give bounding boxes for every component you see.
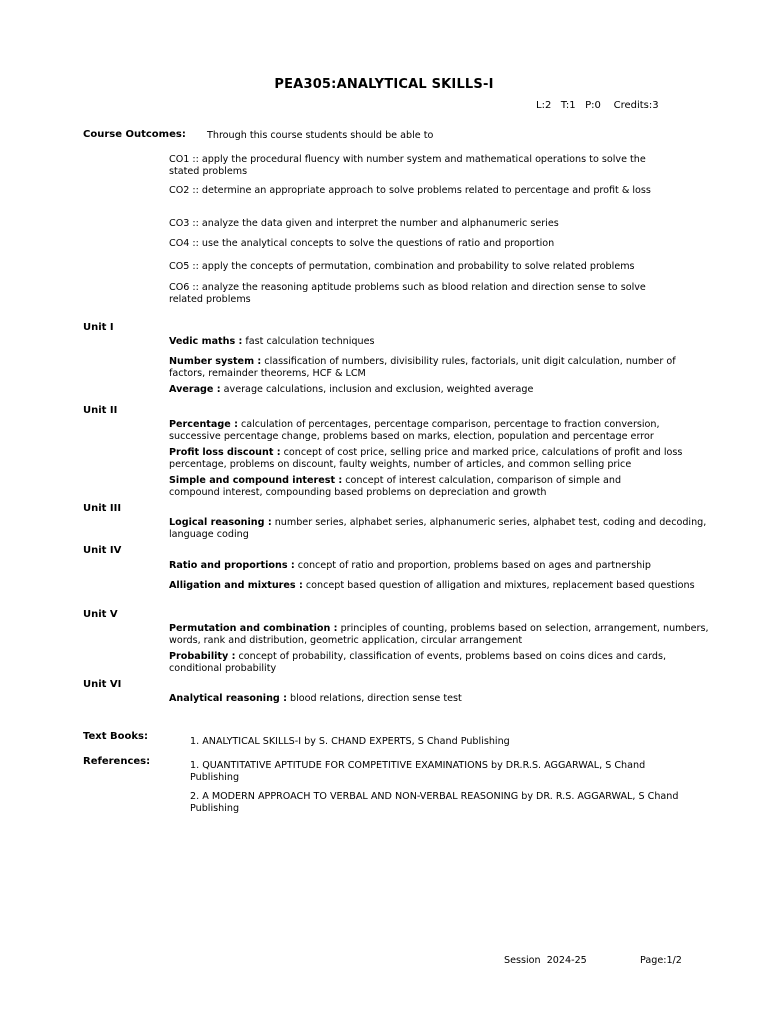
- topic-text: calculation of percentages, percentage comparison, percentage to fraction conversion, successive percentage change, problems based on marks, election, population and percentage error: [169, 419, 660, 442]
- topic-text: number series, alphabet series, alphanumeric series, alphabet test, coding and decoding, language coding: [169, 517, 707, 540]
- co-item-6: CO6 :: analyze the reasoning aptitude problems such as blood relation and direction sense to solve related problems: [169, 282, 646, 305]
- topic-text: concept of interest calculation, comparison of simple and compound interest, compounding based problems on depreciation and growth: [169, 475, 622, 498]
- references-label: References:: [83, 756, 151, 767]
- unit-topic: [169, 384, 709, 396]
- unit-topic: [169, 560, 709, 572]
- unit-topic: [169, 623, 709, 646]
- topic-name: Probability :: [169, 651, 236, 662]
- unit-topic: [169, 517, 709, 540]
- topic-text: concept of probability, classification of events, problems based on coins dices and cards, conditional probability: [169, 651, 667, 674]
- co-item-3: CO3 :: analyze the data given and interpret the number and alphanumeric series: [169, 218, 559, 229]
- unit-topic: [169, 419, 709, 442]
- unit-label: Unit IV: [83, 545, 122, 556]
- topic-name: Percentage :: [169, 419, 238, 430]
- topic-text: fast calculation techniques: [242, 336, 375, 347]
- topic-text: average calculations, inclusion and exclusion, weighted average: [220, 384, 534, 395]
- page-number: Page:1/2: [640, 955, 682, 966]
- unit-label: Unit V: [83, 609, 118, 620]
- topic-name: Ratio and proportions :: [169, 560, 295, 571]
- unit-label: Unit VI: [83, 679, 122, 690]
- topic-name: Analytical reasoning :: [169, 693, 287, 704]
- unit-topic: [169, 447, 709, 470]
- text-book-item: 1. ANALYTICAL SKILLS-I by S. CHAND EXPERTS, S Chand Publishing: [190, 736, 510, 747]
- unit-topic: [169, 336, 709, 348]
- co-item-4: CO4 :: use the analytical concepts to solve the questions of ratio and proportion: [169, 238, 555, 249]
- unit-label: Unit I: [83, 322, 114, 333]
- unit-label: Unit III: [83, 503, 122, 514]
- topic-name: Profit loss discount :: [169, 447, 281, 458]
- course-outcomes-intro: Through this course students should be able to: [207, 130, 434, 141]
- unit-topic: [169, 580, 709, 592]
- topic-name: Logical reasoning :: [169, 517, 272, 528]
- course-title: PEA305:ANALYTICAL SKILLS-I: [274, 77, 494, 92]
- session-label: Session 2024-25: [504, 955, 587, 966]
- topic-text: blood relations, direction sense test: [286, 693, 462, 704]
- topic-name: Alligation and mixtures :: [169, 580, 303, 591]
- topic-text: concept based question of alligation and mixtures, replacement based questions: [302, 580, 695, 591]
- topic-name: Number system :: [169, 356, 262, 367]
- unit-label: Unit II: [83, 405, 118, 416]
- credits-line: L:2 T:1 P:0 Credits:3: [536, 100, 659, 111]
- unit-topic: [169, 475, 669, 498]
- co-item-1: CO1 :: apply the procedural fluency with number system and mathematical operations to solve the stated problems: [169, 154, 646, 177]
- topic-text: concept of cost price, selling price and marked price, calculations of profit and loss percentage, problems on discount, faulty weights, number of articles, and common selling price: [169, 447, 683, 470]
- unit-topic: [169, 651, 709, 674]
- topic-name: Vedic maths :: [169, 336, 243, 347]
- topic-text: principles of counting, problems based on selection, arrangement, numbers, words, rank and distribution, geometric application, circular arrangement: [169, 623, 709, 646]
- text-books-label: Text Books:: [83, 731, 148, 742]
- reference-item: 2. A MODERN APPROACH TO VERBAL AND NON-VERBAL REASONING by DR. R.S. AGGARWAL, S Chand Publishing: [190, 791, 679, 814]
- topic-text: concept of ratio and proportion, problems based on ages and partnership: [294, 560, 651, 571]
- co-item-5: CO5 :: apply the concepts of permutation, combination and probability to solve related problems: [169, 261, 635, 272]
- topic-name: Simple and compound interest :: [169, 475, 343, 486]
- topic-name: Average :: [169, 384, 221, 395]
- reference-item: 1. QUANTITATIVE APTITUDE FOR COMPETITIVE EXAMINATIONS by DR.R.S. AGGARWAL, S Chand Publishing: [190, 760, 646, 783]
- topic-text: classification of numbers, divisibility rules, factorials, unit digit calculation, number of factors, remainder theorems, HCF & LCM: [169, 356, 676, 379]
- topic-name: Permutation and combination :: [169, 623, 338, 634]
- course-outcomes-label: Course Outcomes:: [83, 129, 186, 140]
- co-item-2: CO2 :: determine an appropriate approach to solve problems related to percentage and profit & loss: [169, 185, 651, 196]
- unit-topic: [169, 693, 709, 705]
- unit-topic: [169, 356, 709, 379]
